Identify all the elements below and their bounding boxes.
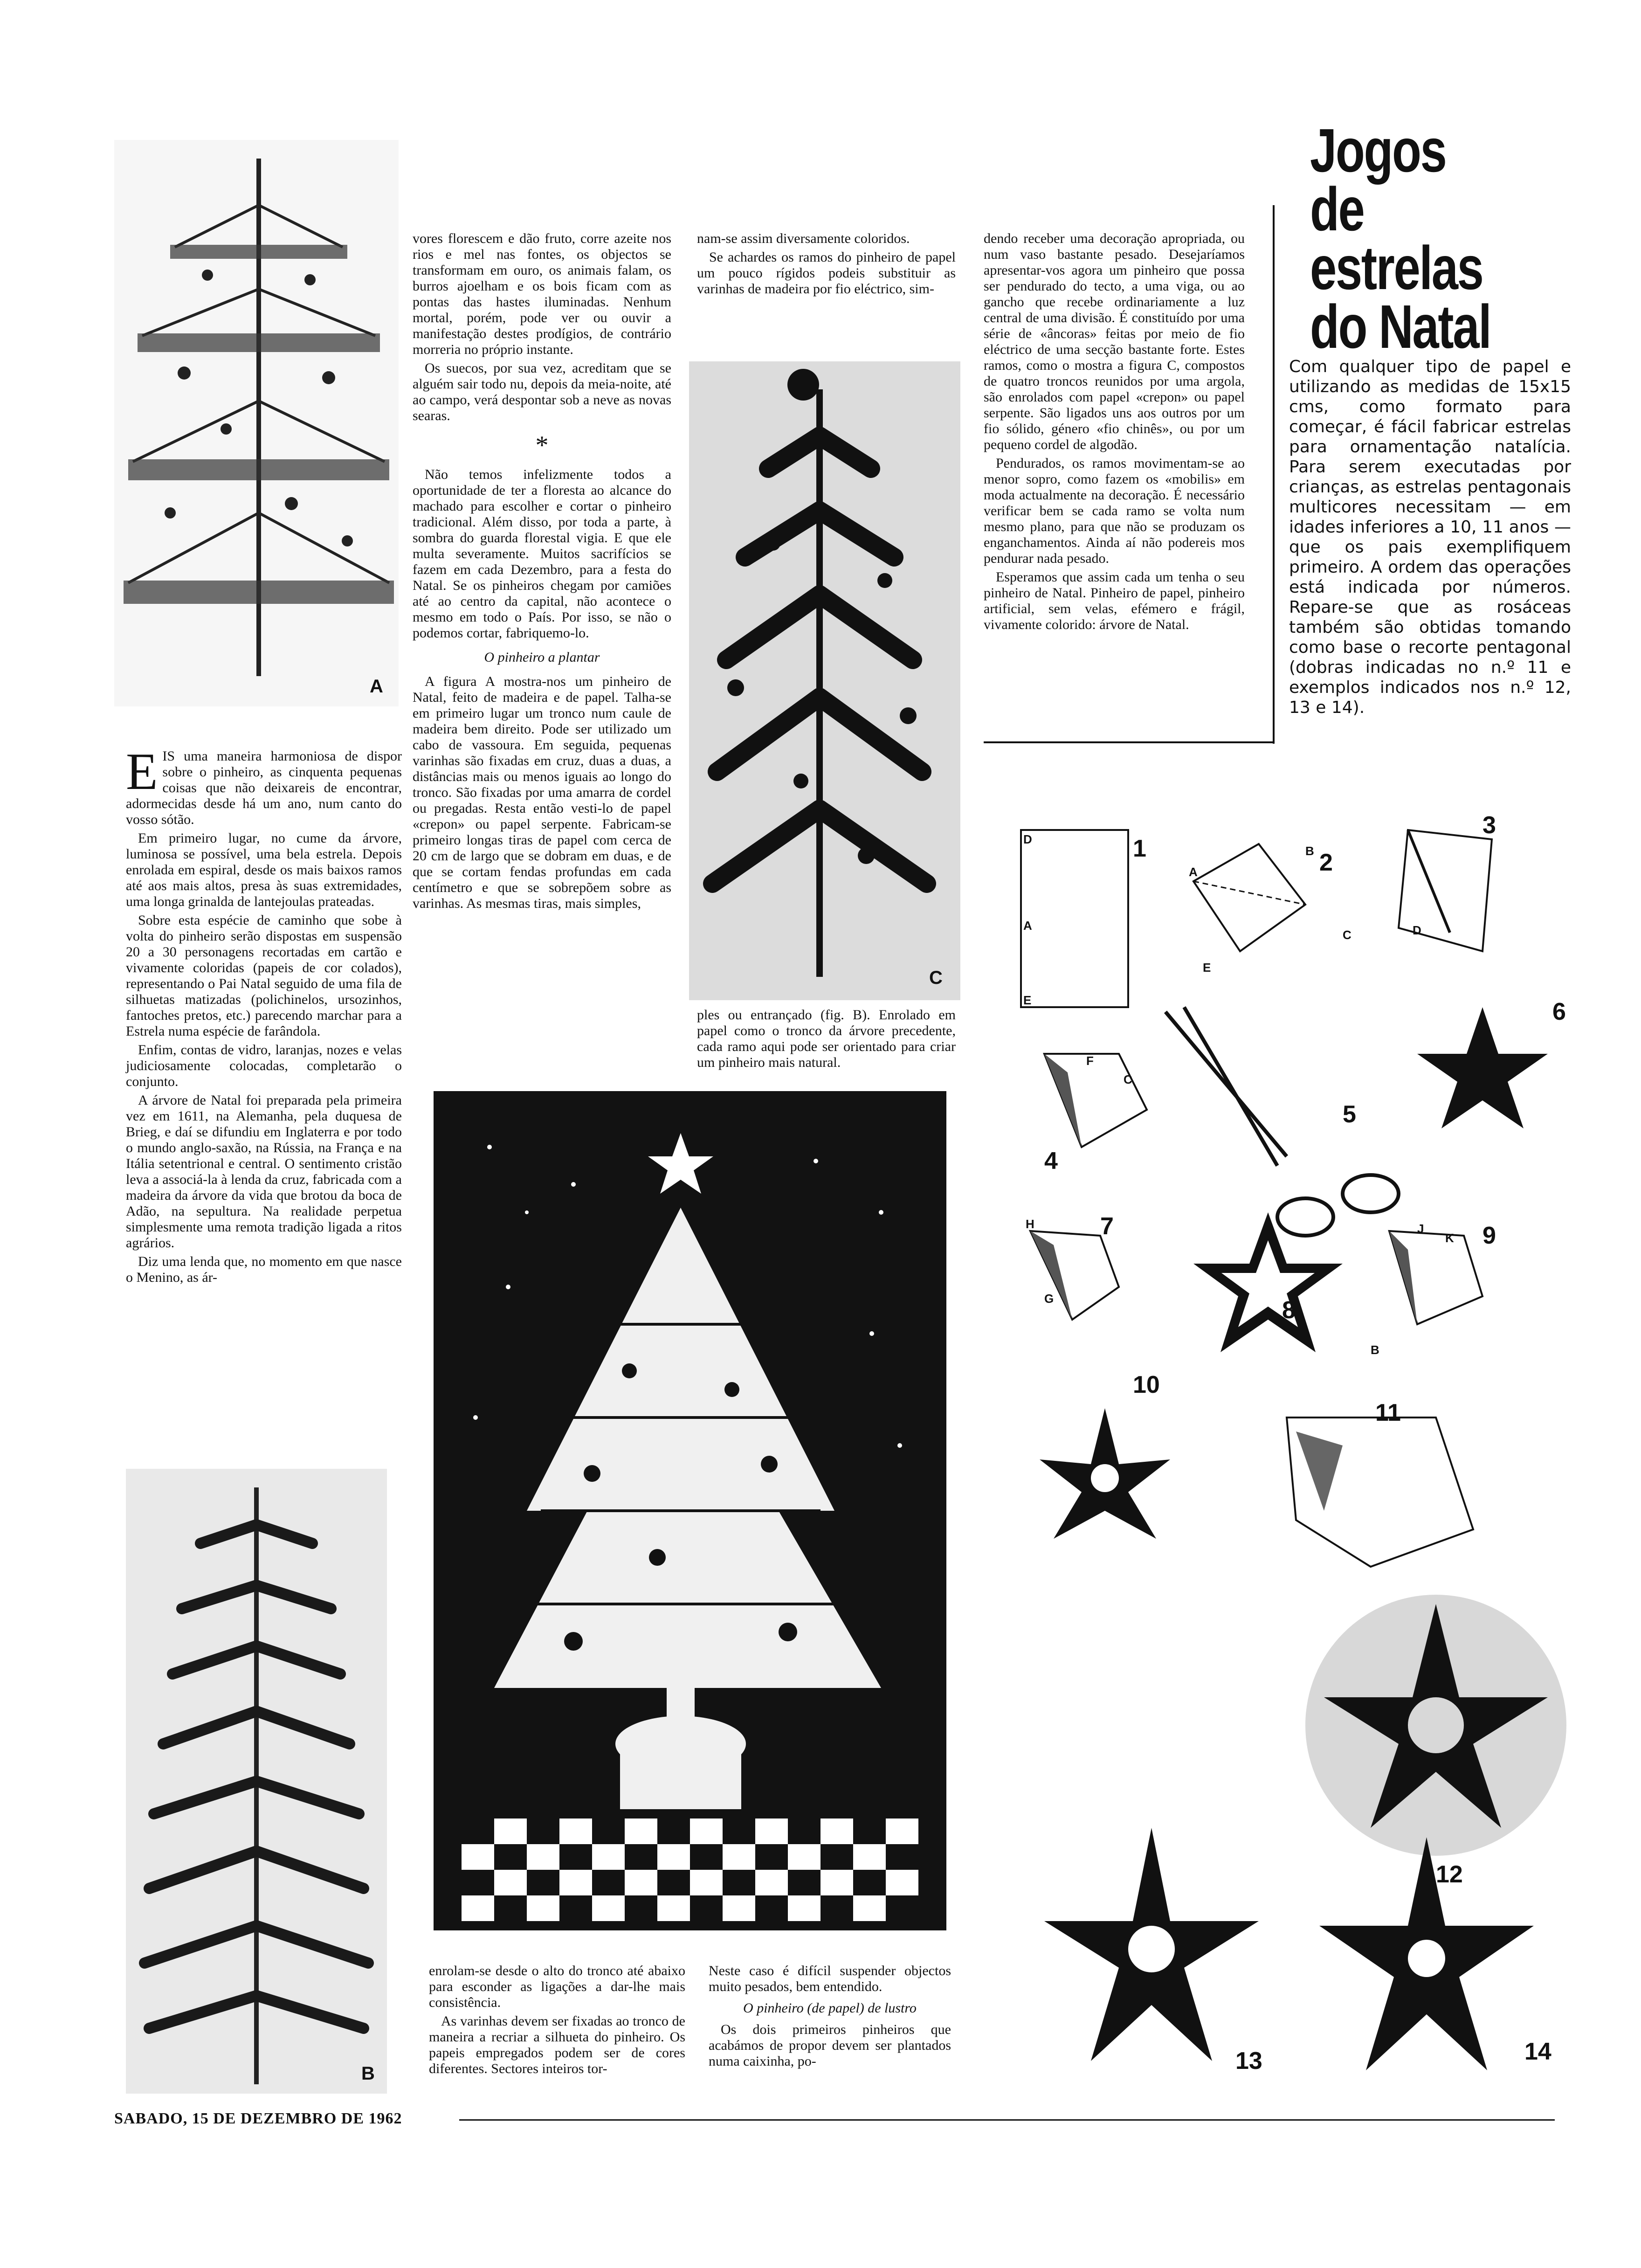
bottom-col3-subheading: O pinheiro (de papel) de lustro bbox=[743, 2000, 917, 2016]
col2-paragraph-4: A figura A mostra-nos um pinheiro de Natal, feito de madeira e de papel. Talha-se em primeiro lugar um tronco num caule de madeira bem direito. Pode ser utilizado um cabo de vassoura. Em seguida, pequenas varinhas são fixadas em cruz, duas a duas, a distâncias mais ou menos iguais ao longo do tronco. São fixadas por uma amarra de cordel ou pregadas. Resta então vesti-lo de papel «crepon» ou papel serpente. Fabricam-se primeiro longas tiras de papel com cerca de 20 cm de largo que se dobram em duas, e de que se cortam fendas profundas em cada centímetro e que se sobrepõem sobre as varinhas. As mesmas tiras, mais simples, bbox=[413, 674, 671, 911]
col3-paragraph-1: nam-se assim diversamente coloridos. bbox=[697, 231, 910, 246]
step-label-3: 3 bbox=[1482, 812, 1496, 839]
step-label-8: 8 bbox=[1282, 1297, 1296, 1324]
step-label-10: 10 bbox=[1133, 1371, 1160, 1398]
col2-paragraph-1: vores florescem e dão fruto, corre azeite nos rios e mel nas fontes, os objectos se transformam em ouro, os animais falam, os burros ajoelham e os bois ficam com as pontas das hastes iluminadas. Nenhum mortal, porém, pode ver ou ouvir a manifestação destes prodígios, de contrário morreria no próprio instante. bbox=[413, 231, 671, 357]
figure-b-label: B bbox=[361, 2063, 375, 2084]
step-label-5: 5 bbox=[1343, 1101, 1356, 1128]
col3-paragraph-3: ples ou entrançado (fig. B). Enrolado em papel como o tronco da árvore precedente, cada ramo aqui pode ser orientado para criar um pinheiro mais natural. bbox=[697, 1007, 956, 1070]
decorated-tree-illustration bbox=[434, 1091, 946, 1930]
step-label-9: 9 bbox=[1482, 1222, 1496, 1249]
step-label-7: 7 bbox=[1100, 1213, 1114, 1240]
sidebar-title-line-3: do Natal bbox=[1310, 292, 1491, 361]
figure-b-tree bbox=[126, 1469, 387, 2094]
step-label-2: 2 bbox=[1319, 849, 1333, 876]
fold-letter-b-1: B bbox=[1305, 844, 1314, 858]
fold-letter-d-2: D bbox=[1413, 923, 1421, 937]
bottom-col3-paragraph-2: Os dois primeiros pinheiros que acabámos de propor devem ser plantados numa caixinha, po- bbox=[709, 2022, 951, 2069]
fold-letter-c-1: C bbox=[1343, 928, 1351, 942]
figure-a-label: A bbox=[370, 676, 383, 697]
star-steps-illustration bbox=[1016, 811, 1594, 2108]
sidebar-title bbox=[1310, 116, 1576, 361]
col1-paragraph-6: Diz uma lenda que, no momento em que nasce o Menino, as ár- bbox=[126, 1254, 402, 1285]
decorated-tree-panel bbox=[434, 1091, 946, 1930]
fold-letter-e-1: E bbox=[1023, 993, 1032, 1007]
step-label-13: 13 bbox=[1235, 2047, 1262, 2074]
fold-letter-c-2: C bbox=[1124, 1072, 1132, 1086]
column-4-end-rule bbox=[984, 741, 1273, 743]
fold-letter-k: K bbox=[1445, 1231, 1454, 1245]
fold-letter-a-2: A bbox=[1189, 865, 1198, 879]
step-label-4: 4 bbox=[1044, 1148, 1058, 1175]
col3-paragraph-2: Se achardes os ramos do pinheiro de papel um pouco rígidos podeis substituir as varinhas de madeira por fio eléctrico, sim- bbox=[697, 249, 956, 297]
article-column-2 bbox=[413, 231, 671, 914]
fold-letter-e-2: E bbox=[1203, 961, 1211, 975]
col4-paragraph-1: dendo receber uma decoração apropriada, ou num vaso bastante pesado. Desejaríamos apresentar-vos agora um pinheiro que possa ser pendurado do tecto, a uma viga, ou ao gancho que recebe ordinariamente a luz central de uma divisão. É constituído por uma série de «âncoras» feitas por meio de fio eléctrico de uma secção bastante forte. Estes ramos, como o mostra a figura C, compostos de quatro troncos reunidos por uma argola, são enrolados com papel «crepon» ou papel serpente. São ligados uns aos outros por um fio sólido, género «fio chinês», ou por um pequeno cordel de algodão. bbox=[984, 231, 1245, 452]
figure-a-illustration bbox=[114, 140, 399, 706]
fold-letter-j: J bbox=[1417, 1222, 1424, 1236]
step-label-1: 1 bbox=[1133, 835, 1146, 862]
sidebar-box bbox=[1287, 117, 1576, 807]
col4-paragraph-3: Esperamos que assim cada um tenha o seu pinheiro de Natal. Pinheiro de papel, pinheiro artificial, sem velas, efémero e frágil, vivamente colorido: árvore de Natal. bbox=[984, 569, 1245, 632]
footer-rule bbox=[459, 2119, 1555, 2121]
step-label-12: 12 bbox=[1436, 1861, 1463, 1888]
sidebar-title-line-1: Jogos bbox=[1310, 116, 1446, 185]
article-column-4 bbox=[984, 231, 1245, 636]
bottom-col2-paragraph-1: enrolam-se desde o alto do tronco até abaixo para esconder as ligações a dar-lhe mais consistência. bbox=[429, 1963, 685, 2010]
article-column-3-top bbox=[697, 231, 956, 300]
article-column-3-lower bbox=[697, 1007, 956, 1073]
bottom-column-2 bbox=[429, 1963, 685, 2080]
bottom-col3-paragraph-1: Neste caso é difícil suspender objectos muito pesados, bem entendido. bbox=[709, 1963, 951, 1994]
article-column-1 bbox=[126, 743, 402, 1288]
fold-letter-f: F bbox=[1086, 1054, 1094, 1068]
col1-paragraph-1: IS uma maneira harmoniosa de dispor sobre o pinheiro, as cinquenta pequenas coisas que não deixareis de encontrar, adormecidas desde há um ano, num canto do vosso sótão. bbox=[126, 748, 402, 827]
figure-a-tree bbox=[114, 140, 399, 706]
fold-letter-d-1: D bbox=[1023, 832, 1032, 846]
step-label-6: 6 bbox=[1552, 998, 1566, 1025]
figure-b-illustration bbox=[126, 1469, 387, 2094]
col4-paragraph-2: Pendurados, os ramos movimentam-se ao menor sopro, como fazem os «mobilis» em moda actualmente na decoração. É necessário verificar bem se cada ramo se volta num mesmo plano, para que não se produzam os enganchamentos. Ainda aí não podereis mos pendurar nada pesado. bbox=[984, 456, 1245, 566]
col2-paragraph-3: Não temos infelizmente todos a oportunidade de ter a floresta ao alcance do machado para escolher e cortar o pinheiro tradicional. Além disso, por toda a parte, à sombra do guarda florestal vigia. E que ele multa severamente. Muitos sacrifícios se fazem em cada Dezembro, para a festa do Natal. Se os pinheiros chegam por camiões até ao centro da capital, não acontece o mesmo em todo o País. Por isso, se não o podemos cortar, fabriquemo-lo. bbox=[413, 467, 671, 641]
col1-paragraph-3: Sobre esta espécie de caminho que sobe à volta do pinheiro serão dispostas em suspensão 20 a 30 personagens recortadas em cartão e vivamente coloridas (papeis de cor colados), representando o Pai Natal seguido de uma fila de silhuetas matizadas (polichinelos, ursozinhos, fantoches pretos, etc.) parecendo marchar para a Estrela numa espécie de farândola. bbox=[126, 913, 402, 1039]
col1-paragraph-4: Enfim, contas de vidro, laranjas, nozes e velas judiciosamente colocadas, completarão o conjunto. bbox=[126, 1042, 402, 1089]
figure-c-illustration bbox=[689, 361, 960, 1000]
sidebar-title-line-2: de estrelas bbox=[1310, 175, 1483, 302]
col1-paragraph-5: A árvore de Natal foi preparada pela primeira vez em 1611, na Alemanha, pela duquesa de Brieg, e daí se difundiu em Inglaterra e por todo o mundo anglo-saxão, na Rússia, na França e na Itália setentrional e central. O sentimento cristão leva a associá-la à lenda da cruz, fabricada com a madeira da árvore da vida que brotou da boca de Adão, na sepultura. Na realidade perpetua simplesmente uma remota tradição ligada a ritos agrários. bbox=[126, 1093, 402, 1251]
bottom-col2-paragraph-2: As varinhas devem ser fixadas ao tronco de maneira a recriar a silhueta do pinheiro. Os papeis empregados podem ser de cores diferentes. Sectores inteiros tor- bbox=[429, 2013, 685, 2076]
fold-letter-a-1: A bbox=[1023, 919, 1032, 933]
step-label-11: 11 bbox=[1375, 1399, 1401, 1426]
bottom-column-3 bbox=[709, 1963, 951, 2072]
footer-dateline: SABADO, 15 DE DEZEMBRO DE 1962 bbox=[114, 2110, 402, 2127]
col1-paragraph-2: Em primeiro lugar, no cume da árvore, luminosa se possível, uma bela estrela. Depois enrolada em espiral, desde os mais baixos ramos até aos mais altos, presa às suas extremidades, uma longa grinalda de lantejoulas prateadas. bbox=[126, 830, 402, 909]
star-diagrams-area bbox=[1016, 811, 1594, 2108]
step-label-14: 14 bbox=[1524, 2038, 1551, 2065]
fold-letter-h: H bbox=[1026, 1217, 1034, 1231]
col2-subheading: O pinheiro a plantar bbox=[484, 650, 600, 665]
section-separator: * bbox=[535, 431, 549, 460]
col2-paragraph-2: Os suecos, por sua vez, acreditam que se alguém sair todo nu, depois da meia-noite, até ao campo, verá despontar sob a neve as novas searas. bbox=[413, 360, 671, 423]
fold-letter-g: G bbox=[1044, 1292, 1054, 1306]
figure-c-tree bbox=[689, 361, 960, 1000]
drop-cap: E bbox=[126, 743, 158, 801]
figure-c-label: C bbox=[929, 968, 943, 988]
column-4-side-rule bbox=[1273, 205, 1275, 744]
sidebar-body: Com qualquer tipo de papel e utilizando as medidas de 15x15 cms, como formato para começar, é fácil fabricar estrelas para ornamentação natalícia. Para serem executadas por crianças, as estrelas pentagonais multicores necessitam — em idades inferiores a 10, 11 anos — que os pais exemplifiquem primeiro. A ordem das operações está indicada por números. Repare-se que as rosáceas também são obtidas tomando como base o recorte pentagonal (dobras indicadas no n.º 11 e exemplos indicados nos n.º 12, 13 e 14). bbox=[1289, 357, 1571, 717]
fold-letter-b-2: B bbox=[1371, 1343, 1379, 1357]
